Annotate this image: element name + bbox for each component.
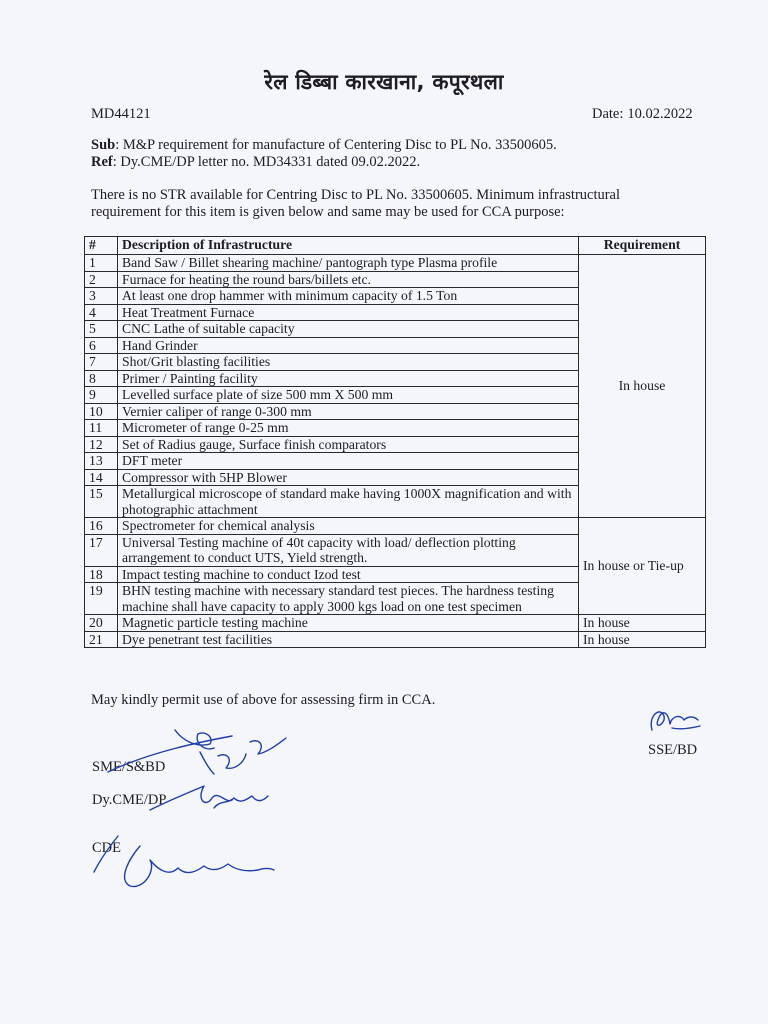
table-row [85, 518, 706, 535]
signature-label-cde: CDE [92, 840, 121, 856]
row-description: Universal Testing machine of 40t capacity with load/ deflection plotting arrangement to conduct UTS, Yield strength. [118, 534, 579, 566]
row-number: 12 [85, 436, 118, 453]
table-row [85, 255, 706, 272]
requirement-row-21: In house [579, 631, 706, 648]
row-description: Levelled surface plate of size 500 mm X 500 mm [118, 387, 579, 404]
row-description: Set of Radius gauge, Surface finish comparators [118, 436, 579, 453]
reference-number: MD44121 [91, 106, 151, 122]
signature-label-sse: SSE/BD [648, 742, 698, 758]
row-number: 5 [85, 321, 118, 338]
row-description: At least one drop hammer with minimum capacity of 1.5 Ton [118, 288, 579, 305]
intro-paragraph: There is no STR available for Centring Disc to PL No. 33500605. Minimum infrastructural requirement for this item is given below and same may be used for CCA purpose: [91, 187, 621, 220]
row-description: Band Saw / Billet shearing machine/ pantograph type Plasma profile [118, 255, 579, 272]
document-heading: रेल डिब्बा कारखाना, कपूरथला [264, 70, 504, 94]
date-value: 10.02.2022 [627, 106, 693, 122]
requirement-in-house-or-tieup-group: In house or Tie-up [579, 518, 706, 615]
row-number: 8 [85, 370, 118, 387]
row-description: Impact testing machine to conduct Izod test [118, 566, 579, 583]
row-number: 19 [85, 583, 118, 615]
row-number: 1 [85, 255, 118, 272]
cde-signature-mark [94, 836, 274, 887]
row-number: 6 [85, 337, 118, 354]
row-description: Heat Treatment Furnace [118, 304, 579, 321]
subject-line [91, 137, 711, 154]
table-row [85, 631, 706, 648]
sse-signature-mark [651, 712, 700, 730]
table-row [85, 615, 706, 632]
subject-label: Sub [91, 137, 116, 153]
row-description: Hand Grinder [118, 337, 579, 354]
reference-text: : Dy.CME/DP letter no. MD34331 dated 09.02.2022. [112, 154, 421, 170]
subject-block [91, 137, 711, 171]
subject-text: : M&P requirement for manufacture of Centering Disc to PL No. 33500605. [115, 137, 557, 153]
date-label: Date: [592, 106, 624, 122]
infrastructure-table [84, 236, 706, 648]
row-number: 20 [85, 615, 118, 632]
row-number: 17 [85, 534, 118, 566]
table-header-row [85, 237, 706, 255]
row-description: Compressor with 5HP Blower [118, 469, 579, 486]
row-number: 16 [85, 518, 118, 535]
dycme-signature-mark [150, 786, 268, 810]
row-number: 21 [85, 631, 118, 648]
row-number: 13 [85, 453, 118, 470]
row-number: 14 [85, 469, 118, 486]
reference-label: Ref [91, 154, 113, 170]
closing-line: May kindly permit use of above for assessing firm in CCA. [91, 692, 436, 708]
requirement-in-house-group: In house [579, 255, 706, 518]
row-description: DFT meter [118, 453, 579, 470]
row-description: Micrometer of range 0-25 mm [118, 420, 579, 437]
row-number: 15 [85, 486, 118, 518]
row-description: Spectrometer for chemical analysis [118, 518, 579, 535]
row-number: 4 [85, 304, 118, 321]
header-description: Description of Infrastructure [118, 237, 579, 255]
row-number: 9 [85, 387, 118, 404]
reference-line [91, 154, 711, 171]
row-number: 10 [85, 403, 118, 420]
row-number: 7 [85, 354, 118, 371]
row-number: 2 [85, 271, 118, 288]
date-line [592, 106, 693, 123]
signature-label-dycme: Dy.CME/DP [92, 792, 167, 808]
row-description: Dye penetrant test facilities [118, 631, 579, 648]
requirement-row-20: In house [579, 615, 706, 632]
row-description: Magnetic particle testing machine [118, 615, 579, 632]
row-description: Vernier caliper of range 0-300 mm [118, 403, 579, 420]
header-number: # [85, 237, 118, 255]
row-description: Shot/Grit blasting facilities [118, 354, 579, 371]
row-description: Furnace for heating the round bars/billets etc. [118, 271, 579, 288]
row-description: Metallurgical microscope of standard make having 1000X magnification and with photographic attachment [118, 486, 579, 518]
row-number: 3 [85, 288, 118, 305]
row-description: CNC Lathe of suitable capacity [118, 321, 579, 338]
header-requirement: Requirement [579, 237, 706, 255]
row-description: BHN testing machine with necessary standard test pieces. The hardness testing machine shall have capacity to apply 3000 kgs load on one test specimen [118, 583, 579, 615]
row-number: 18 [85, 566, 118, 583]
row-description: Primer / Painting facility [118, 370, 579, 387]
row-number: 11 [85, 420, 118, 437]
signature-label-sme: SME/S&BD [92, 759, 166, 775]
